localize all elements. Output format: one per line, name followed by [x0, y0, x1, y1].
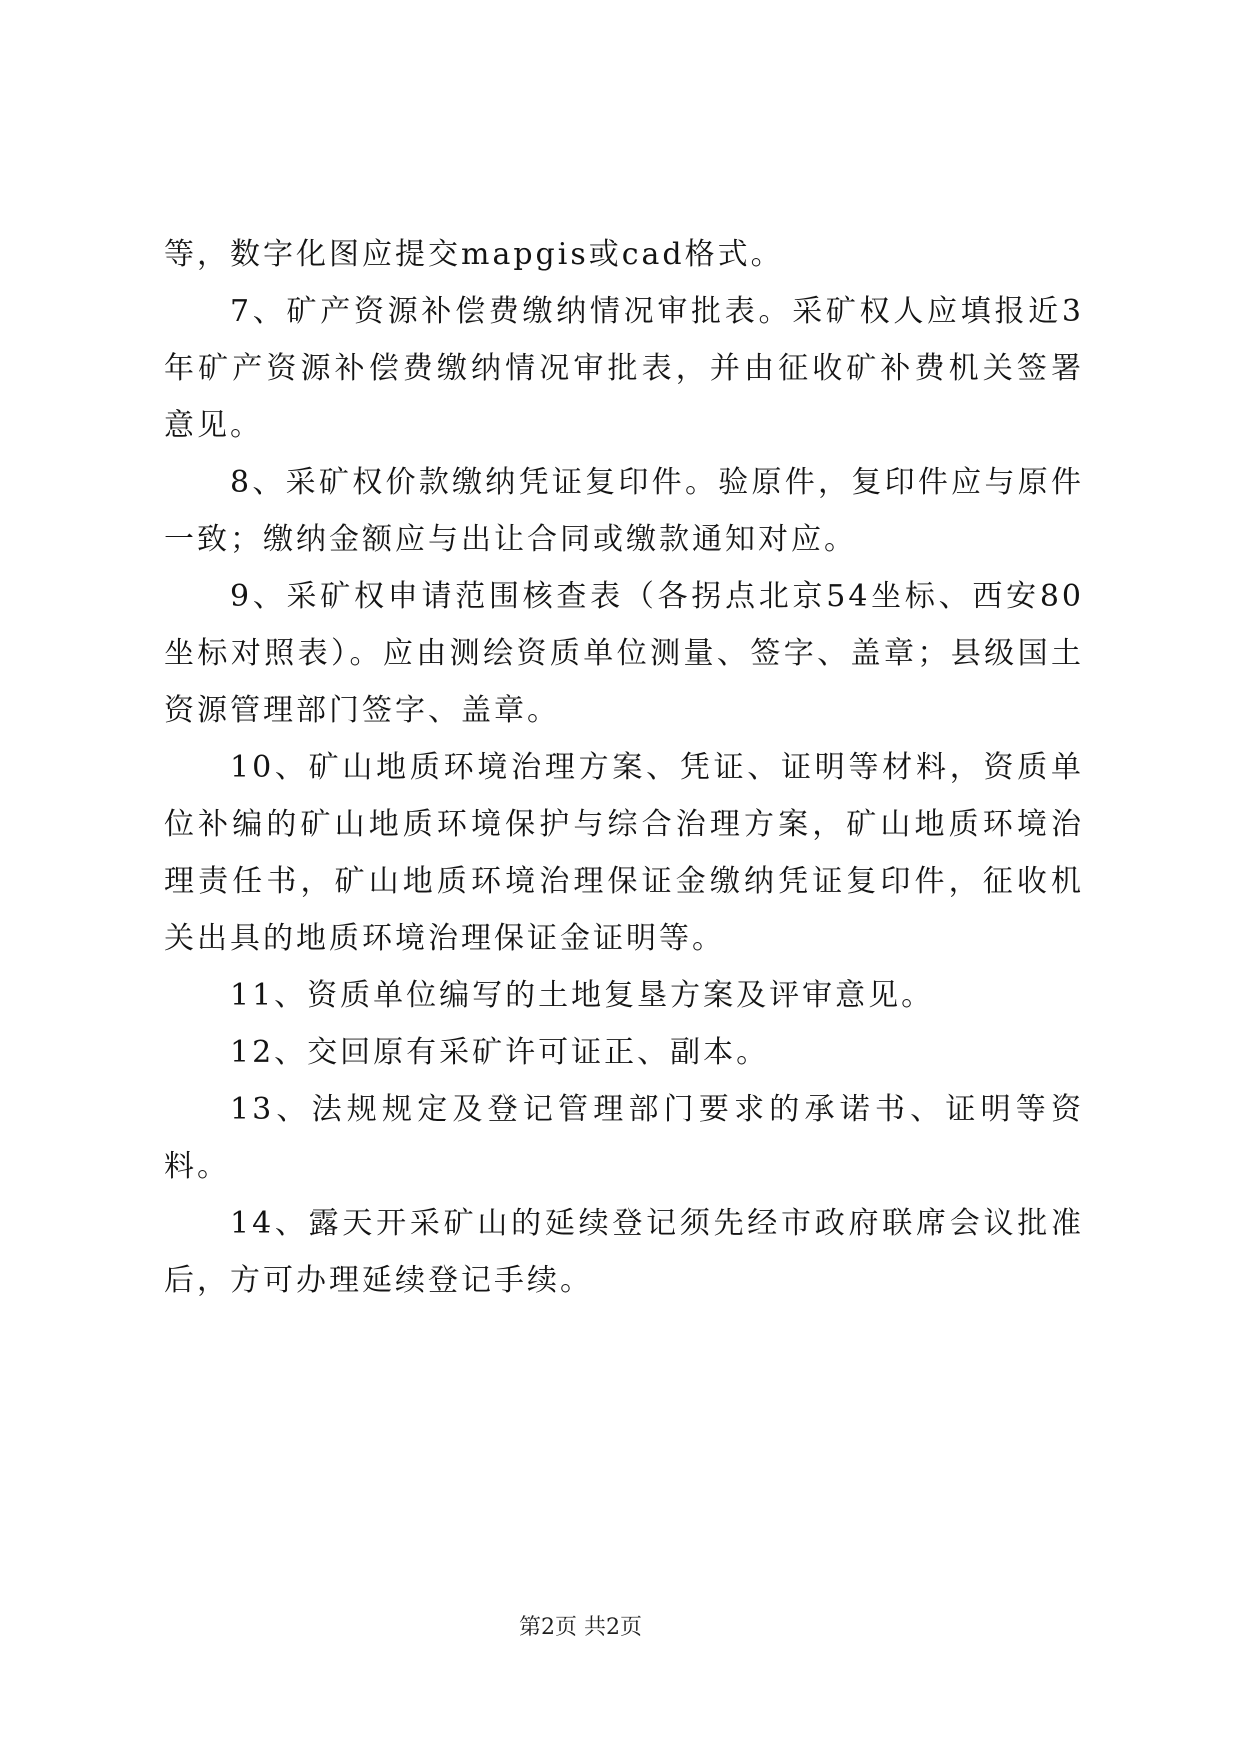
- paragraph-item-14: 14、露天开采矿山的延续登记须先经市政府联席会议批准后，方可办理延续登记手续。: [164, 1206, 1084, 1298]
- page-number-footer: 第2页 共2页: [519, 1615, 642, 1640]
- paragraph-item-12: 12、交回原有采矿许可证正、副本。: [230, 1035, 770, 1070]
- paragraph-item-8: 8、采矿权价款缴纳凭证复印件。验原件，复印件应与原件一致；缴纳金额应与出让合同或缴款通知对应。: [164, 465, 1084, 557]
- paragraph-item-10: 10、矿山地质环境治理方案、凭证、证明等材料，资质单位补编的矿山地质环境保护与综合治理方案，矿山地质环境治理责任书，矿山地质环境治理保证金缴纳凭证复印件，征收机关出具的地质环境治理保证金证明等。: [164, 750, 1084, 956]
- paragraph-item-9: 9、采矿权申请范围核查表（各拐点北京54坐标、西安80坐标对照表）。应由测绘资质单位测量、签字、盖章；县级国土资源管理部门签字、盖章。: [164, 579, 1084, 728]
- paragraph-continuation: 等，数字化图应提交mapgis或cad格式。: [164, 237, 784, 272]
- paragraph-item-11: 11、资质单位编写的土地复垦方案及评审意见。: [230, 978, 935, 1013]
- paragraph-item-13: 13、法规规定及登记管理部门要求的承诺书、证明等资料。: [164, 1092, 1084, 1184]
- paragraph-item-7: 7、矿产资源补偿费缴纳情况审批表。采矿权人应填报近3年矿产资源补偿费缴纳情况审批表，并由征收矿补费机关签署意见。: [164, 294, 1084, 443]
- document-body: [164, 226, 1084, 1309]
